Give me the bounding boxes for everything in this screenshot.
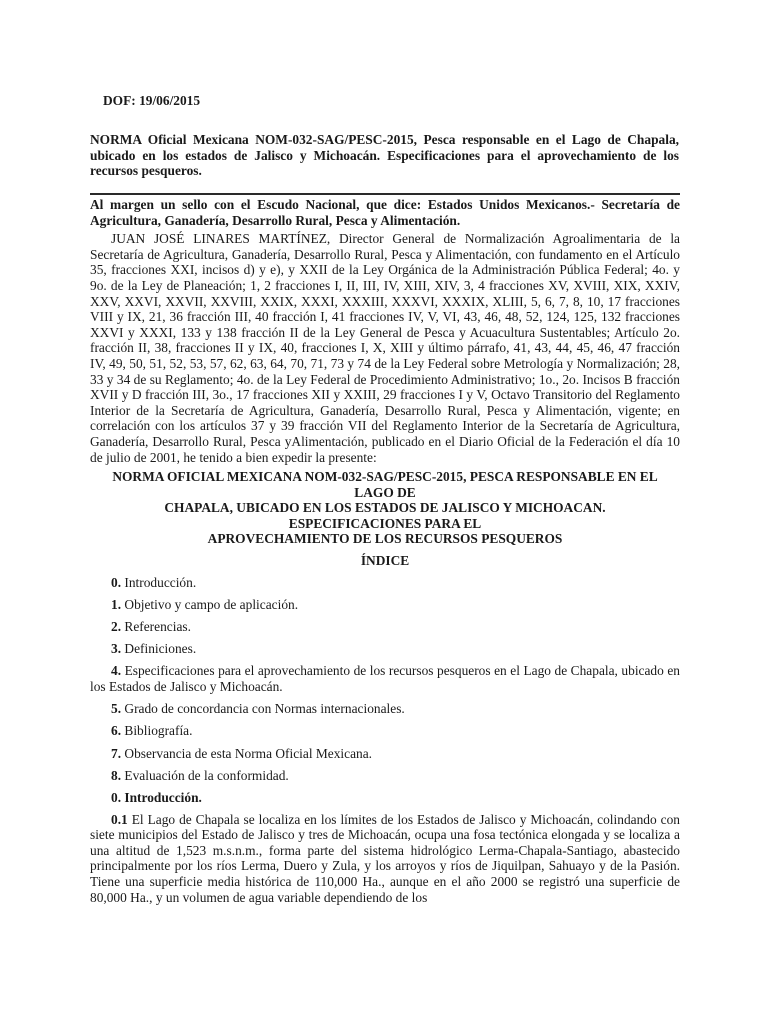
- toc-item-number: 1.: [111, 596, 122, 612]
- section-heading: 0. Introducción.: [111, 789, 202, 805]
- toc-item-number: 0.: [111, 574, 122, 590]
- toc-item-text: Introducción.: [124, 574, 197, 590]
- toc-item-text: Observancia de esta Norma Oficial Mexicana.: [124, 745, 373, 761]
- toc-item-text: Bibliografía.: [124, 723, 193, 739]
- toc-item: [90, 746, 680, 762]
- toc-item-number: 6.: [111, 723, 122, 739]
- toc-item-number: 2.: [111, 619, 122, 635]
- margin-note: Al margen un sello con el Escudo Nacional, que dice: Estados Unidos Mexicanos.- Secretaría de Agricultura, Ganadería, Desarrollo Rural, Pesca y Alimentación.: [90, 197, 680, 228]
- toc-item: [90, 701, 680, 717]
- norma-title: NORMA Oficial Mexicana NOM-032-SAG/PESC-2015, Pesca responsable en el Lago de Chapala, ubicado en los estados de Jalisco y Michoacán. Especificaciones para el aprovechamiento de los recursos pesqueros.: [90, 132, 679, 179]
- toc-item-text: Evaluación de la conformidad.: [124, 767, 289, 783]
- toc-item-number: 3.: [111, 641, 122, 657]
- toc-item-number: 7.: [111, 745, 122, 761]
- toc-item: [90, 619, 680, 635]
- toc-item: [90, 597, 680, 613]
- preamble-paragraph: JUAN JOSÉ LINARES MARTÍNEZ, Director General de Normalización Agroalimentaria de la Secretaría de Agricultura, Ganadería, Desarrollo Rural, Pesca y Alimentación, con fundamento en el Artículo 35, fracciones XXI, incisos d) y e), y XXII de la Ley Orgánica de la Administración Pública Federal; 4o. y 9o. de la Ley de Planeación; 1, 2 fracciones I, II, III, IV, XIII, XIV, 3, 4 fracciones XV, XVIII, XIX, XXIV, XXV, XXVI, XXVII, XXVIII, XXIX, XXXI, XXXIII, XXXVI, XXXIX, XLIII, 5, 6, 7, 8, 10, 17 fracciones VIII y IX, 21, 36 fracción III, 40 fracción I, 41 fracciones IV, V, VI, 43, 46, 48, 52, 124, 125, 132 fracciones XXVI y XXXI, 133 y 138 fracción II de la Ley General de Pesca y Acuacultura Sustentables; Artículo 2o. fracción II, 38, fracciones II y IX, 40, fracciones I, X, XIII y último párrafo, 41, 43, 44, 45, 46, 47 fracción IV, 49, 50, 51, 52, 53, 57, 62, 63, 64, 70, 71, 73 y 74 de la Ley Federal sobre Metrología y Normalización; 28, 33 y 34 de su Reglamento; 4o. de la Ley Federal de Procedimiento Administrativo; 1o., 2o. Incisos B fracción XVII y D fracción III, 3o., 17 fracciones XII y XXIII, 29 fracciones I y V, Octavo Transitorio del Reglamento Interior de la Secretaría de Agricultura, Ganadería, Desarrollo Rural, Pesca y Alimentación, vigente; en correlación con los artículos 37 y 39 fracción VII del Reglamento Interior de la Secretaría de Agricultura, Ganadería, Desarrollo Rural, Pesca yAlimentación, publicado en el Diario Oficial de la Federación el día 10 de julio de 2001, he tenido a bien expedir la presente:: [90, 231, 680, 465]
- toc-item-text: Definiciones.: [124, 641, 197, 657]
- toc-item: [90, 723, 680, 739]
- indice-heading: ÍNDICE: [360, 553, 410, 569]
- toc-item: [90, 575, 680, 591]
- toc-item-number: 8.: [111, 767, 122, 783]
- norma-heading-line-4: ESPECIFICACIONES PARA EL: [288, 515, 482, 531]
- toc-item: [90, 663, 680, 694]
- toc-item-number: 4.: [111, 663, 122, 679]
- document-body: [90, 197, 680, 905]
- dof-date: DOF: 19/06/2015: [103, 93, 201, 108]
- paragraph-text: El Lago de Chapala se localiza en los límites de los Estados de Jalisco y Michoacán, colindando con siete municipios del Estado de Jalisco y tres de Michoacán, ocupa una fosa tectónica elongada y se localiza a una altitud de 1,523 m.s.n.m., forma parte del sistema hidrológico Lerma-Chapala-Santiago, abastecido principalmente por los ríos Lerma, Duero y Zula, y los arroyos y ríos de Jiquilpan, Sahuayo y de la Pasión. Tiene una superficie media histórica de 110,000 Ha., aunque en el año 2000 se registró una superficie de 80,000 Ha., y un volumen de agua variable dependiendo de los: [90, 811, 680, 905]
- toc-item-text: Especificaciones para el aprovechamiento de los recursos pesqueros en el Lago de Chapala, ubicado en los Estados de Jalisco y Michoacán.: [90, 663, 680, 694]
- table-of-contents: [90, 575, 680, 784]
- norma-heading-line-5: APROVECHAMIENTO DE LOS RECURSOS PESQUEROS: [207, 531, 563, 547]
- norma-heading-line-1: NORMA OFICIAL MEXICANA NOM-032-SAG/PESC-2015, PESCA RESPONSABLE EN EL: [112, 469, 658, 485]
- toc-item-text: Objetivo y campo de aplicación.: [124, 596, 299, 612]
- title-divider: [90, 193, 680, 195]
- toc-item-text: Grado de concordancia con Normas internacionales.: [124, 701, 405, 717]
- section-paragraph: [90, 812, 680, 906]
- norma-heading-line-2: LAGO DE: [354, 484, 416, 500]
- norma-heading-line-3: CHAPALA, UBICADO EN LOS ESTADOS DE JALISCO Y MICHOACAN.: [164, 500, 606, 516]
- toc-item-number: 5.: [111, 701, 122, 717]
- toc-item: [90, 641, 680, 657]
- norma-heading: [90, 469, 680, 547]
- toc-item-text: Referencias.: [124, 619, 191, 635]
- paragraph-number: 0.1: [111, 811, 128, 827]
- toc-item: [90, 768, 680, 784]
